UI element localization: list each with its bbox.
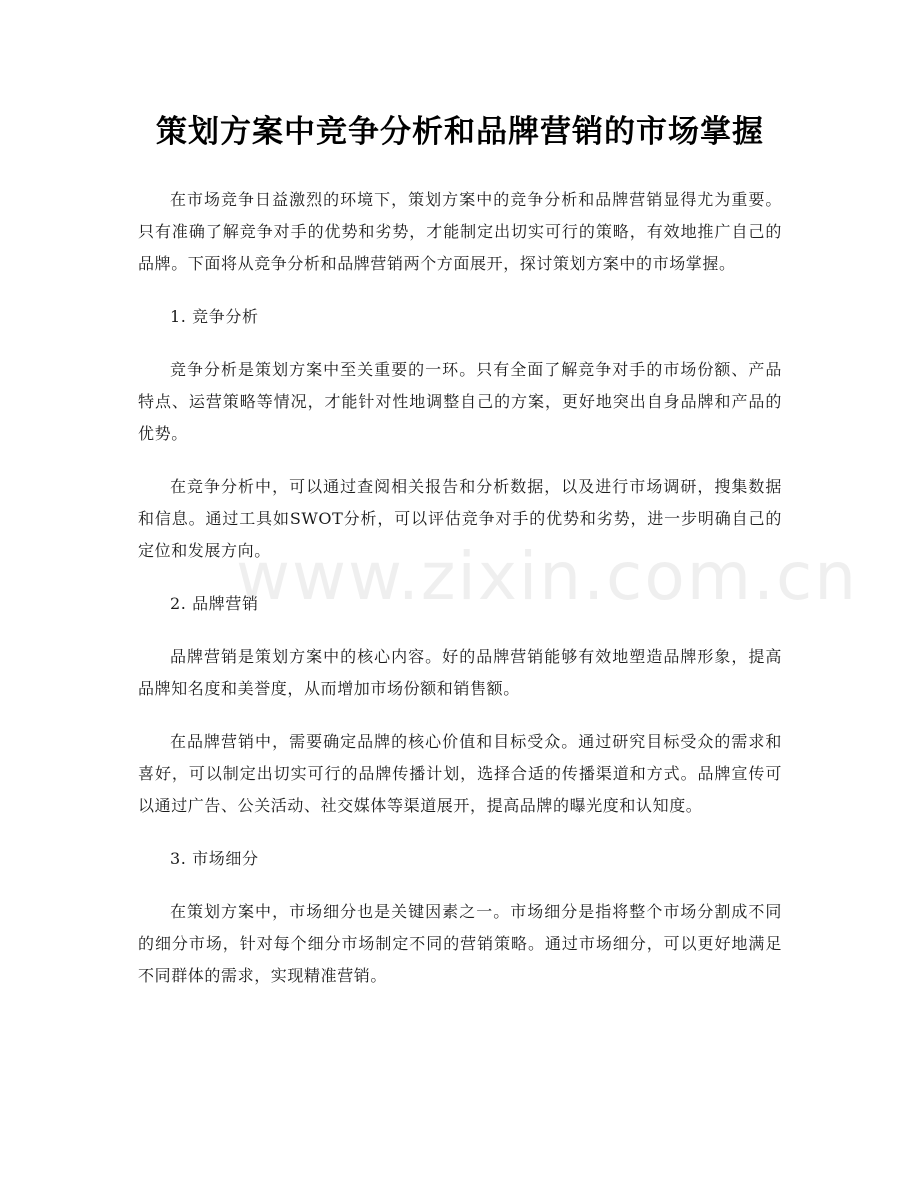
document-body xyxy=(138,184,782,1013)
section-heading-market-segmentation: 3. 市场细分 xyxy=(170,849,259,868)
watermark: www.zixin.com.cn xyxy=(236,538,859,615)
paragraph: 在竞争分析中，可以通过查阅相关报告和分析数据，以及进行市场调研，搜集数据和信息。通过工具如SWOT分析，可以评估竞争对手的优势和劣势，进一步明确自己的定位和发展方向。 xyxy=(138,477,782,560)
section-heading-brand-marketing: 2. 品牌营销 xyxy=(170,594,259,613)
intro-paragraph: 在市场竞争日益激烈的环境下，策划方案中的竞争分析和品牌营销显得尤为重要。只有准确了解竞争对手的优势和劣势，才能制定出切实可行的策略，有效地推广自己的品牌。下面将从竞争分析和品牌营销两个方面展开，探讨策划方案中的市场掌握。 xyxy=(138,190,782,273)
section-heading-competition: 1. 竞争分析 xyxy=(170,307,259,326)
paragraph: 在品牌营销中，需要确定品牌的核心价值和目标受众。通过研究目标受众的需求和喜好，可以制定出切实可行的品牌传播计划，选择合适的传播渠道和方式。品牌宣传可以通过广告、公关活动、社交媒体等渠道展开，提高品牌的曝光度和认知度。 xyxy=(138,732,782,815)
document-title: 策划方案中竞争分析和品牌营销的市场掌握 xyxy=(156,114,764,150)
paragraph: 竞争分析是策划方案中至关重要的一环。只有全面了解竞争对手的市场份额、产品特点、运营策略等情况，才能针对性地调整自己的方案，更好地突出自身品牌和产品的优势。 xyxy=(138,360,782,443)
paragraph: 在策划方案中，市场细分也是关键因素之一。市场细分是指将整个市场分割成不同的细分市场，针对每个细分市场制定不同的营销策略。通过市场细分，可以更好地满足不同群体的需求，实现精准营销。 xyxy=(138,902,782,985)
paragraph: 品牌营销是策划方案中的核心内容。好的品牌营销能够有效地塑造品牌形象，提高品牌知名度和美誉度，从而增加市场份额和销售额。 xyxy=(138,647,782,698)
